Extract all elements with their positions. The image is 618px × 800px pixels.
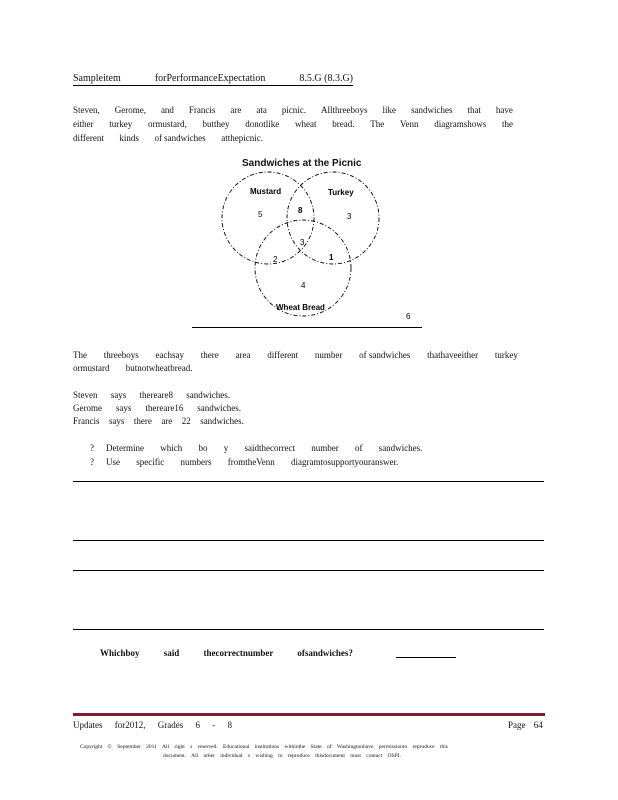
region-outside: 6 (406, 312, 411, 321)
bullet-2: ? Use specific numbers fromtheVenn diagramtosupportyouranswer. (90, 457, 399, 467)
statement-gerome: Gerome says thereare16 sandwiches. (73, 403, 241, 413)
page-header (73, 73, 353, 86)
intro-line-2: either turkey ormustard, butthey donotlike wheat bread. The Venn diagramshows the (73, 119, 513, 129)
claim-line-2: ormustard butnotwheatbread. (73, 363, 193, 373)
intro-line-1: Steven, Gerome, and Francis are ata picnic. Allthreeboys like sandwiches that have (73, 105, 513, 115)
copyright-line-1: Copyright © September 2011 All right s reserved. Educational institutions withinthe State of Washingtonhave permissionto reproduce this (80, 744, 448, 750)
venn-title: Sandwiches at the Picnic (242, 158, 362, 169)
turkey-label: Turkey (328, 188, 354, 197)
bullet-1: ? Determine which bo y saidthecorrect number of sandwiches. (90, 443, 423, 453)
region-turkey-only: 3 (347, 212, 352, 221)
answer-line-3[interactable] (73, 570, 544, 571)
copyright-line-2: document. All other individual s wishing to reproduce thisdocument must contact OSPI. (163, 753, 401, 759)
region-mustard-wheat: 2 (273, 255, 278, 264)
final-question: Whichboy said thecorrectnumber ofsandwiches? (100, 648, 353, 658)
region-mustard-only: 5 (258, 210, 263, 219)
statement-steven: Steven says thereare8 sandwiches. (73, 390, 230, 400)
region-center: 3 (300, 238, 305, 247)
final-answer-blank[interactable] (396, 657, 456, 658)
venn-baseline (192, 327, 422, 328)
intro-line-3: different kinds of sandwiches atthepicnic. (73, 133, 263, 143)
region-turkey-wheat: 1 (329, 253, 334, 262)
footer-left: Updates for2012, Grades 6 - 8 (73, 720, 232, 730)
claim-line-1: The threeboys eachsay there area different number of sandwiches thathaveeither turkey (73, 350, 518, 360)
wheat-label: Wheat Bread (276, 303, 325, 312)
header-mid: forPerformanceExpectation (154, 73, 266, 84)
mustard-label: Mustard (250, 187, 282, 196)
footer-page: Page 64 (508, 720, 543, 730)
region-wheat-only: 4 (301, 281, 306, 290)
header-code: 8.5.G (8.3.G) (299, 73, 353, 84)
answer-line-1[interactable] (73, 481, 544, 482)
header-left: Sampleitem (73, 73, 121, 84)
answer-line-4[interactable] (73, 629, 544, 630)
venn-diagram (200, 170, 440, 330)
answer-line-2[interactable] (73, 540, 544, 541)
wheat-circle (255, 220, 351, 316)
region-mustard-turkey: 8 (298, 206, 303, 215)
statement-francis: Francis says there are 22 sandwiches. (73, 416, 244, 426)
footer-rule (73, 713, 545, 716)
